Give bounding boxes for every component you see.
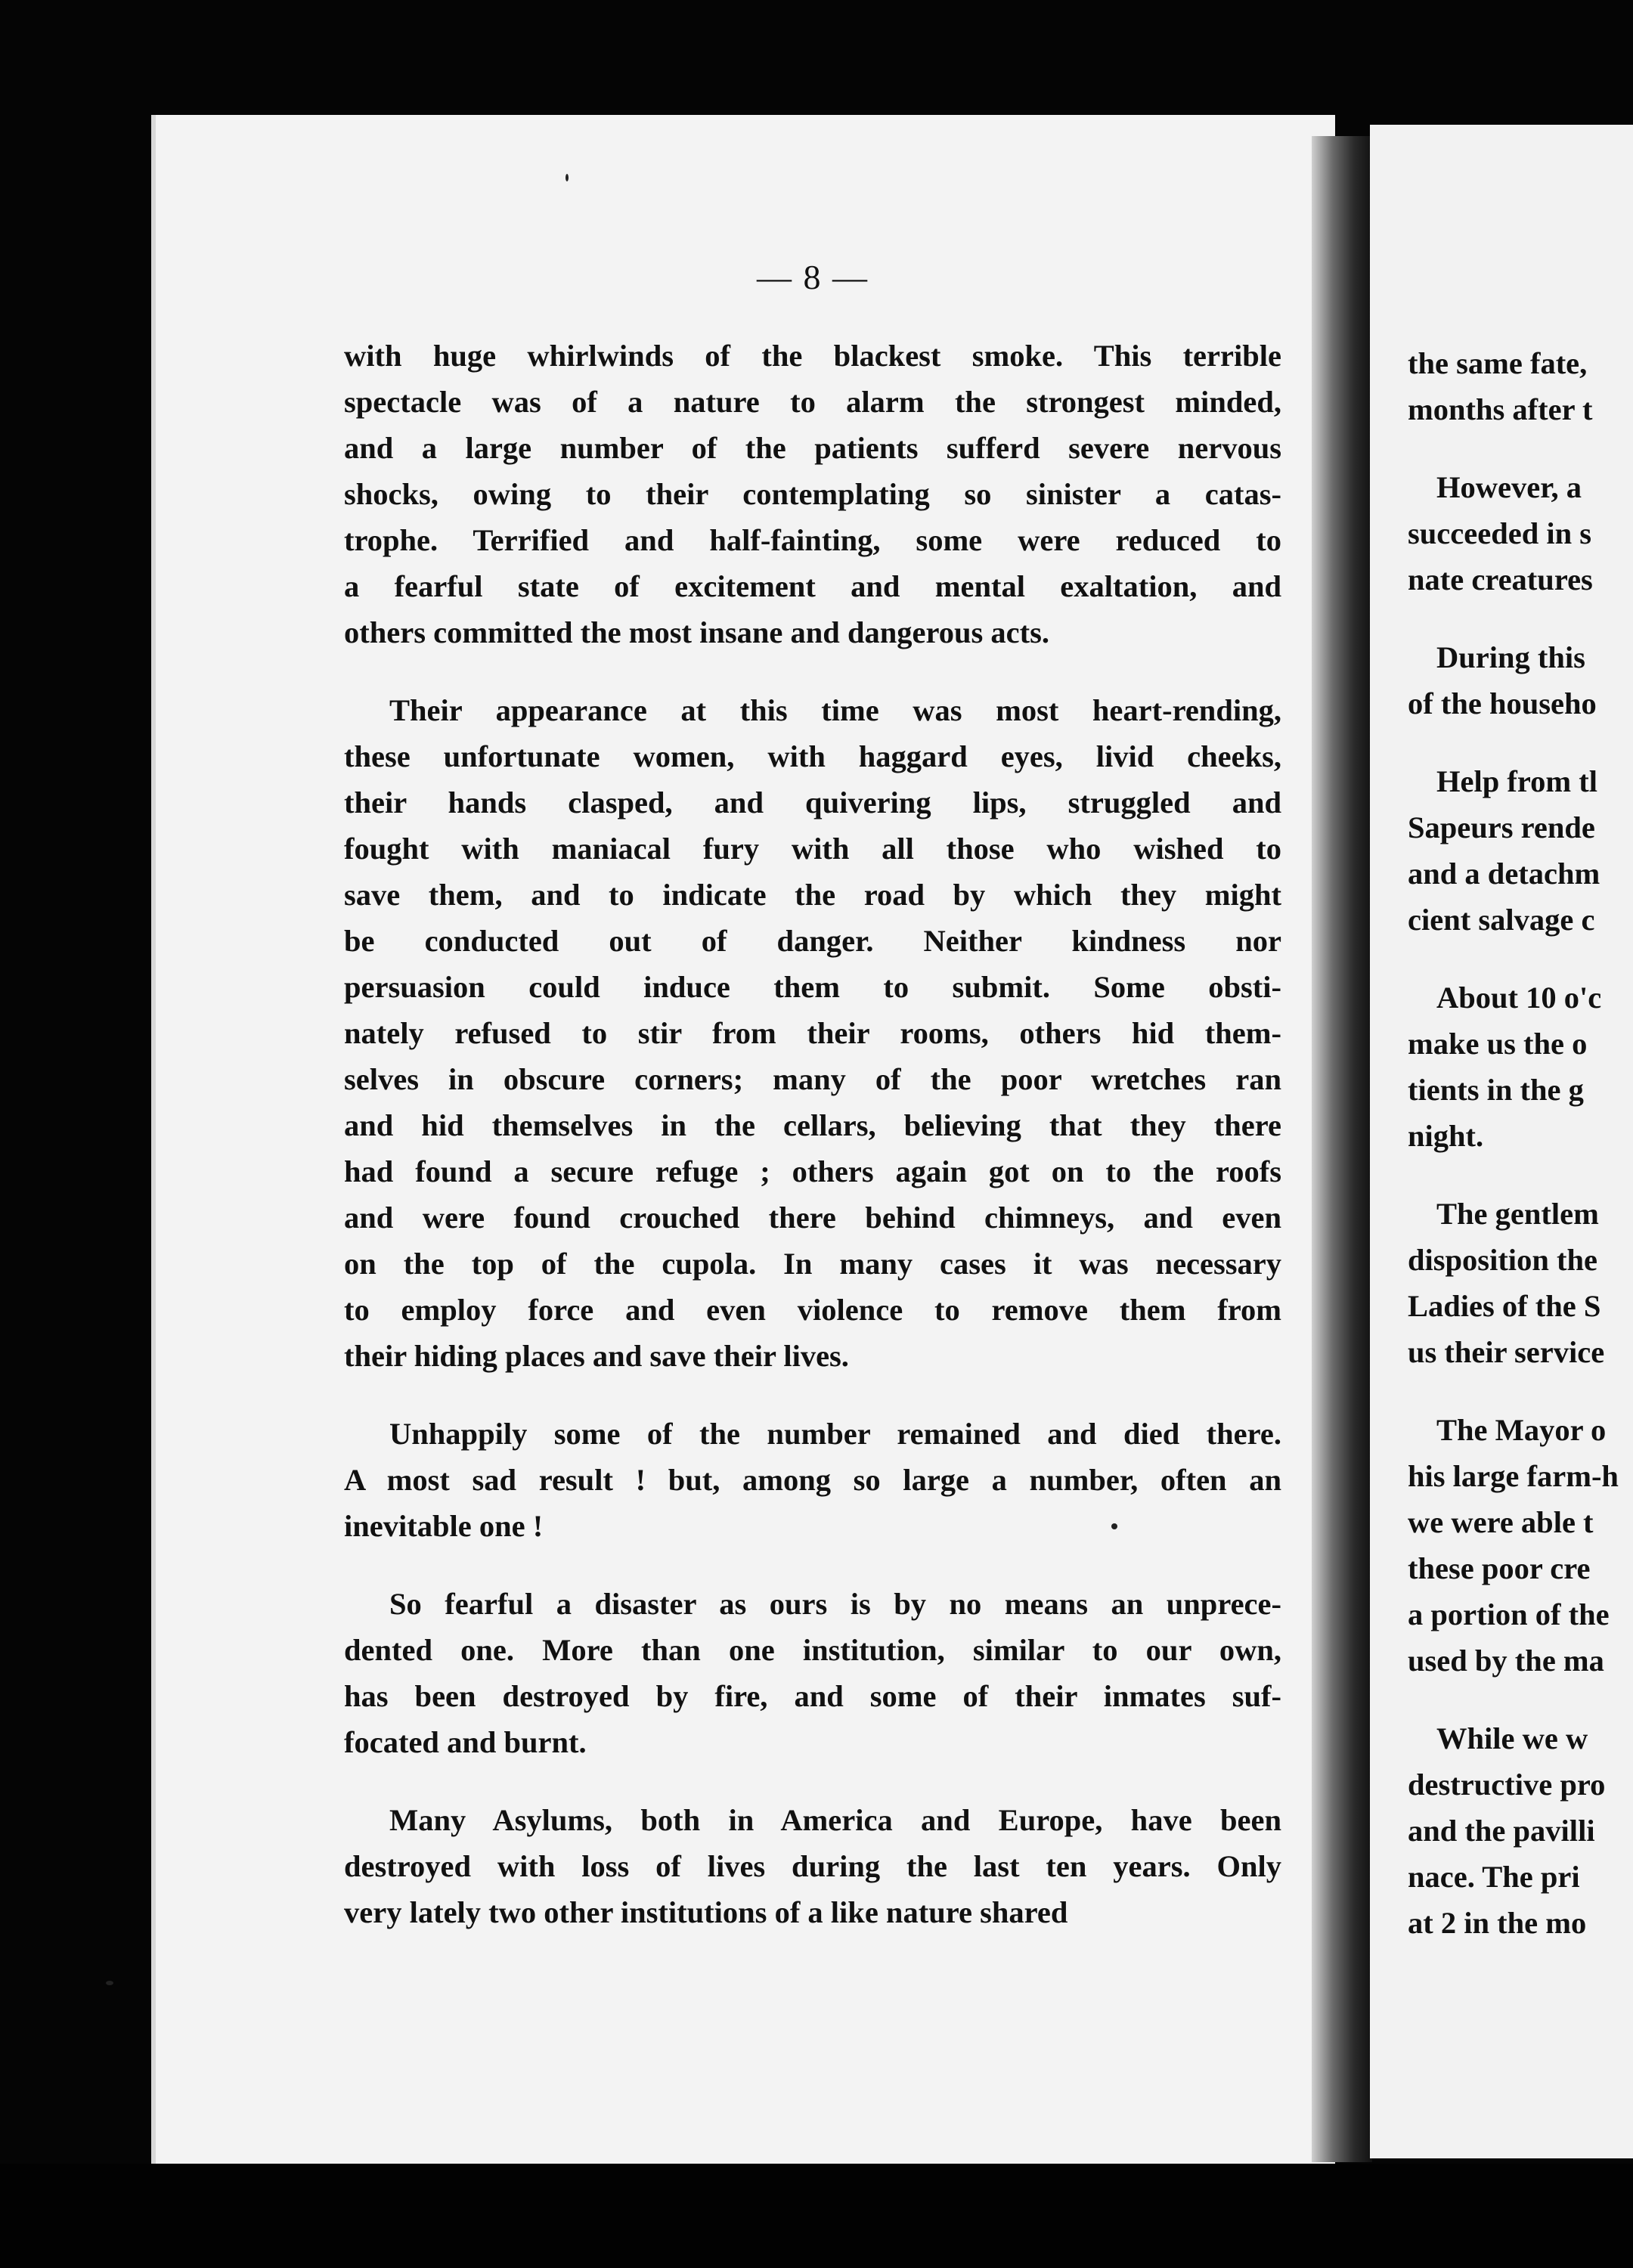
- text-line: inevitable one !: [344, 1509, 544, 1543]
- text-line: spectacle was of a nature to alarm the strongest minded,: [344, 385, 1281, 419]
- text-line: A most sad result ! but, among so large a number, often an: [344, 1463, 1281, 1497]
- scan-bottom-border: [0, 2164, 1633, 2268]
- page-number: — 8 —: [757, 258, 869, 296]
- text-line: on the top of the cupola. In many cases it was necessary: [344, 1247, 1281, 1281]
- paragraph-gap: [1408, 603, 1633, 634]
- paragraph: [344, 1411, 1281, 1549]
- paragraph-gap: [1408, 1375, 1633, 1407]
- right-page-text: [1408, 340, 1633, 1946]
- paragraph-gap: [344, 655, 1281, 687]
- paragraph-gap: [344, 1549, 1281, 1581]
- text-line: save them, and to indicate the road by which they might: [344, 878, 1281, 912]
- text-line: Unhappily some of the number remained and died there.: [389, 1417, 1281, 1451]
- text-line: had found a secure refuge ; others again got on to the roofs: [344, 1154, 1281, 1188]
- text-line-fragment: Sapeurs rende: [1408, 810, 1595, 844]
- text-line: destroyed with loss of lives during the last ten years. Only: [344, 1849, 1281, 1883]
- text-line: their hands clasped, and quivering lips, struggled and: [344, 785, 1281, 820]
- text-line: dented one. More than one institution, similar to our own,: [344, 1633, 1281, 1667]
- text-line: with huge whirlwinds of the blackest smoke. This terrible: [344, 339, 1281, 373]
- text-line-fragment: nate creatures: [1408, 562, 1593, 596]
- text-line: Many Asylums, both in America and Europe, have been: [389, 1803, 1281, 1837]
- paragraph-gap: [344, 1765, 1281, 1797]
- text-line-fragment: Ladies of the S: [1408, 1289, 1601, 1323]
- paragraph-gap: [344, 1379, 1281, 1411]
- text-line: and were found crouched there behind chimneys, and even: [344, 1201, 1281, 1235]
- paragraph: [344, 1797, 1281, 1935]
- text-line-fragment: tients in the g: [1408, 1073, 1584, 1107]
- text-line: persuasion could induce them to submit. Some obsti-: [344, 970, 1281, 1004]
- paragraph-gap: [1408, 432, 1633, 464]
- text-line: has been destroyed by fire, and some of their inmates suf-: [344, 1679, 1281, 1713]
- text-line-fragment: nace. The pri: [1408, 1860, 1580, 1894]
- text-line-fragment: a portion of the: [1408, 1597, 1610, 1631]
- text-line-fragment: succeeded in s: [1408, 516, 1591, 550]
- text-line-fragment: at 2 in the mo: [1408, 1906, 1587, 1940]
- text-line-fragment: these poor cre: [1408, 1551, 1591, 1585]
- text-line-fragment: we were able t: [1408, 1505, 1594, 1539]
- text-line-fragment: the same fate,: [1408, 346, 1588, 380]
- text-line-fragment: While we w: [1436, 1721, 1588, 1755]
- book-gutter-shadow: [1312, 136, 1372, 2162]
- text-line: very lately two other institutions of a like nature shared: [344, 1895, 1068, 1929]
- text-line: shocks, owing to their contemplating so sinister a catas-: [344, 477, 1281, 511]
- text-line-fragment: and a detachm: [1408, 857, 1600, 891]
- text-line-fragment: However, a: [1436, 470, 1582, 504]
- text-line: focated and burnt.: [344, 1725, 587, 1759]
- text-line-fragment: destructive pro: [1408, 1768, 1606, 1802]
- text-line-fragment: used by the ma: [1408, 1644, 1604, 1678]
- text-line: be conducted out of danger. Neither kindness nor: [344, 924, 1281, 958]
- scan-speck: [106, 1981, 113, 1985]
- text-line-fragment: and the pavilli: [1408, 1814, 1595, 1848]
- paragraph-gap: [1408, 1684, 1633, 1715]
- text-line-fragment: make us the o: [1408, 1027, 1588, 1061]
- scan-speck: [1111, 1523, 1117, 1529]
- paragraph-gap: [1408, 1159, 1633, 1191]
- text-line-fragment: Help from tl: [1436, 764, 1597, 798]
- text-line: these unfortunate women, with haggard eyes, livid cheeks,: [344, 739, 1281, 773]
- paragraph: [344, 333, 1281, 655]
- text-line-fragment: The Mayor o: [1436, 1413, 1607, 1447]
- text-line-fragment: During this: [1436, 640, 1585, 674]
- text-line: fought with maniacal fury with all those who wished to: [344, 832, 1281, 866]
- paragraph: [344, 1581, 1281, 1765]
- text-line-fragment: his large farm-h: [1408, 1459, 1619, 1493]
- text-line-fragment: night.: [1408, 1119, 1484, 1153]
- text-line-fragment: us their service: [1408, 1335, 1605, 1369]
- text-line: to employ force and even violence to remove them from: [344, 1293, 1281, 1327]
- text-line: So fearful a disaster as ours is by no means an unprece-: [389, 1587, 1281, 1621]
- text-line: Their appearance at this time was most heart-rending,: [389, 693, 1281, 727]
- text-line: nately refused to stir from their rooms, others hid them-: [344, 1016, 1281, 1050]
- text-line-fragment: disposition the: [1408, 1243, 1597, 1277]
- paragraph-gap: [1408, 943, 1633, 974]
- text-line-fragment: of the househo: [1408, 686, 1597, 720]
- text-line: selves in obscure corners; many of the poor wretches ran: [344, 1062, 1281, 1096]
- text-line-fragment: About 10 o'c: [1436, 981, 1602, 1015]
- text-line: their hiding places and save their lives.: [344, 1339, 849, 1373]
- text-line-fragment: months after t: [1408, 392, 1593, 426]
- left-page-text: [344, 333, 1281, 1935]
- text-line-fragment: The gentlem: [1436, 1197, 1599, 1231]
- text-line: a fearful state of excitement and mental exaltation, and: [344, 569, 1281, 603]
- paragraph: [344, 687, 1281, 1379]
- text-line: others committed the most insane and dangerous acts.: [344, 615, 1049, 649]
- right-page: [1370, 125, 1633, 2158]
- scan-speck: [566, 174, 569, 181]
- paragraph-gap: [1408, 727, 1633, 758]
- text-line: trophe. Terrified and half-fainting, some were reduced to: [344, 523, 1281, 557]
- text-line: and hid themselves in the cellars, believing that they there: [344, 1108, 1281, 1142]
- text-line-fragment: cient salvage c: [1408, 903, 1595, 937]
- text-line: and a large number of the patients sufferd severe nervous: [344, 431, 1281, 465]
